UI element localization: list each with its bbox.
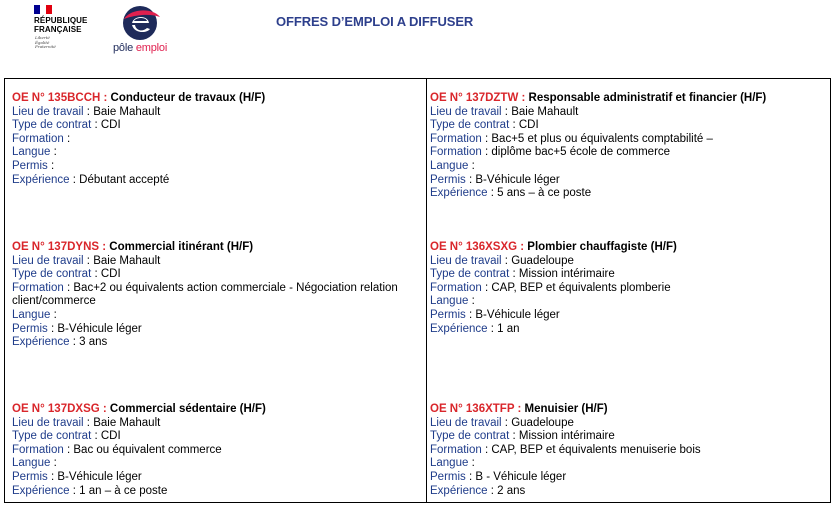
- offer-formation: Bac+5 et plus ou équivalents comptabilité –: [491, 132, 713, 145]
- offer-header: [430, 241, 677, 255]
- label-permis: Permis: [12, 159, 48, 172]
- offer-ref: OE N° 136XSXG :: [430, 241, 525, 253]
- label-langue: Langue: [430, 295, 469, 308]
- offer-experience: 5 ans – à ce poste: [497, 187, 592, 200]
- label-experience: Expérience: [12, 484, 70, 497]
- offer-title: Plombier chauffagiste (H/F): [527, 241, 677, 253]
- offer-contrat: CDI: [100, 268, 121, 281]
- label-langue: Langue: [12, 146, 51, 159]
- offer-ref: OE N° 137DXSG :: [12, 403, 107, 415]
- offer-contrat: Mission intérimaire: [518, 430, 615, 443]
- pole-emploi-logo: [110, 3, 180, 59]
- offer-permis: B - Véhicule léger: [475, 470, 567, 483]
- label-lieu: Lieu de travail: [430, 254, 502, 267]
- offer-header: [12, 92, 265, 106]
- offer-ref: OE N° 137DZTW :: [430, 92, 526, 104]
- offer-formation-2: diplôme bac+5 école de commerce: [491, 146, 671, 159]
- offer-lieu: Guadeloupe: [511, 416, 574, 429]
- pole-emploi-emblem-icon: [110, 3, 180, 43]
- label-permis: Permis: [12, 470, 48, 483]
- label-permis: Permis: [430, 470, 466, 483]
- offer-card: OE N° 136XTFP : Menuisier (H/F) Lieu de travail : Guadeloupe Type de contrat : Mission intérimaire Formation : CAP, BEP et équivalents menuiserie bois Langue : Permis : B - Véhicule léger Expérience : 2 ans: [430, 403, 701, 497]
- offer-permis: B-Véhicule léger: [57, 322, 142, 335]
- pe-wordmark-part1: pôle: [113, 42, 136, 54]
- label-formation: Formation: [430, 281, 482, 294]
- label-lieu: Lieu de travail: [12, 416, 84, 429]
- label-contrat: Type de contrat: [430, 119, 510, 132]
- republique-francaise-logo: [34, 5, 104, 55]
- label-permis: Permis: [430, 173, 466, 186]
- offer-lieu: Baie Mahault: [511, 105, 579, 118]
- label-formation: Formation: [430, 132, 482, 145]
- column-divider: [426, 79, 427, 502]
- offer-experience: 2 ans: [497, 484, 526, 497]
- label-contrat: Type de contrat: [430, 268, 510, 281]
- offer-ref: OE N° 135BCCH :: [12, 92, 108, 104]
- offer-formation: CAP, BEP et équivalents plomberie: [491, 281, 671, 294]
- offer-ref: OE N° 137DYNS :: [12, 241, 107, 253]
- offer-lieu: Baie Mahault: [93, 254, 161, 267]
- rf-motto: [35, 36, 56, 50]
- offer-formation: Bac ou équivalent commerce: [73, 443, 222, 456]
- offer-header: [12, 403, 266, 417]
- offer-lieu: Baie Mahault: [93, 105, 161, 118]
- offer-card: OE N° 135BCCH : Conducteur de travaux (H/F) Lieu de travail : Baie Mahault Type de contrat : CDI Formation : Langue : Permis : Expérience : Débutant accepté: [12, 92, 266, 186]
- label-permis: Permis: [430, 308, 466, 321]
- label-experience: Expérience: [430, 322, 488, 335]
- offer-formation: CAP, BEP et équivalents menuiserie bois: [491, 443, 701, 456]
- label-lieu: Lieu de travail: [430, 105, 502, 118]
- label-formation: Formation: [12, 443, 64, 456]
- pe-wordmark-part2: emploi: [135, 42, 168, 54]
- offer-contrat: Mission intérimaire: [518, 268, 615, 281]
- label-contrat: Type de contrat: [12, 430, 92, 443]
- rf-motto-3: Fraternité: [35, 44, 56, 50]
- label-experience: Expérience: [430, 187, 488, 200]
- offer-card: OE N° 137DXSG : Commercial sédentaire (H/F) Lieu de travail : Baie Mahault Type de contrat : CDI Formation : Bac ou équivalent commerce Langue : Permis : B-Véhicule léger Expérience : 1 an – à ce poste: [12, 403, 266, 497]
- offers-table: [4, 78, 831, 503]
- offer-card: OE N° 137DYNS : Commercial itinérant (H/F) Lieu de travail : Baie Mahault Type de contrat : CDI Formation : Bac+2 ou équivalents action commerciale - Négociation relation client/commerce Langue : Permis : B-Véhicule léger Expérience : 3 ans: [12, 241, 407, 350]
- label-contrat: Type de contrat: [12, 119, 92, 132]
- offer-title: Menuisier (H/F): [524, 403, 608, 415]
- label-permis: Permis: [12, 322, 48, 335]
- label-formation: Formation: [430, 443, 482, 456]
- label-formation: Formation: [430, 146, 482, 159]
- offer-ref: OE N° 136XTFP :: [430, 403, 522, 415]
- rf-motto-1: Liberté: [35, 35, 50, 40]
- label-experience: Expérience: [12, 173, 70, 186]
- offer-title: Commercial sédentaire (H/F): [109, 403, 266, 415]
- offer-experience: 1 an – à ce poste: [79, 484, 168, 497]
- offer-contrat: CDI: [100, 430, 121, 443]
- offer-permis: B-Véhicule léger: [57, 470, 142, 483]
- offer-header: [12, 241, 407, 255]
- offer-card: OE N° 136XSXG : Plombier chauffagiste (H/F) Lieu de travail : Guadeloupe Type de contrat : Mission intérimaire Formation : CAP, BEP et équivalents plomberie Langue : Permis : B-Véhicule léger Expérience : 1 an: [430, 241, 677, 335]
- label-experience: Expérience: [430, 484, 488, 497]
- offer-permis: B-Véhicule léger: [475, 308, 560, 321]
- offer-contrat: CDI: [518, 119, 539, 132]
- offer-title: Commercial itinérant (H/F): [109, 241, 254, 253]
- offer-lieu: Guadeloupe: [511, 254, 574, 267]
- label-langue: Langue: [12, 457, 51, 470]
- label-langue: Langue: [12, 308, 51, 321]
- offer-card: OE N° 137DZTW : Responsable administratif et financier (H/F) Lieu de travail : Baie Mahault Type de contrat : CDI Formation : Bac+5 et plus ou équivalents comptabilité – Formation : diplôme bac+5 école de commerce Langue : Permis : B-Véhicule léger Expérience : 5 ans – à ce poste: [430, 92, 767, 200]
- offer-header: [430, 403, 701, 417]
- offer-experience: 3 ans: [79, 336, 108, 349]
- rf-title-line2: FRANÇAISE: [34, 25, 82, 34]
- offer-lieu: Baie Mahault: [93, 416, 161, 429]
- rf-title: [34, 16, 87, 34]
- label-langue: Langue: [430, 159, 469, 172]
- rf-motto-2: Égalité: [35, 39, 50, 45]
- offer-title: Conducteur de travaux (H/F): [110, 92, 266, 104]
- document-title: OFFRES D’EMPLOI A DIFFUSER: [276, 14, 474, 29]
- label-lieu: Lieu de travail: [12, 105, 84, 118]
- offer-title: Responsable administratif et financier (H/F): [528, 92, 767, 104]
- offer-contrat: CDI: [100, 119, 121, 132]
- offer-experience: Débutant accepté: [79, 173, 170, 186]
- french-flag-icon: [34, 5, 52, 14]
- offer-permis: B-Véhicule léger: [475, 173, 560, 186]
- offer-formation: Bac+2 ou équivalents action commerciale - Négociation relation client/commerce: [12, 281, 398, 308]
- label-formation: Formation: [12, 281, 64, 294]
- label-langue: Langue: [430, 457, 469, 470]
- label-lieu: Lieu de travail: [430, 416, 502, 429]
- label-contrat: Type de contrat: [12, 268, 92, 281]
- rf-title-line1: RÉPUBLIQUE: [34, 16, 88, 25]
- offer-header: [430, 92, 766, 106]
- label-experience: Expérience: [12, 336, 70, 349]
- pole-emploi-wordmark: [113, 42, 167, 54]
- offer-experience: 1 an: [497, 322, 520, 335]
- label-lieu: Lieu de travail: [12, 254, 84, 267]
- label-contrat: Type de contrat: [430, 430, 510, 443]
- label-formation: Formation: [12, 132, 64, 145]
